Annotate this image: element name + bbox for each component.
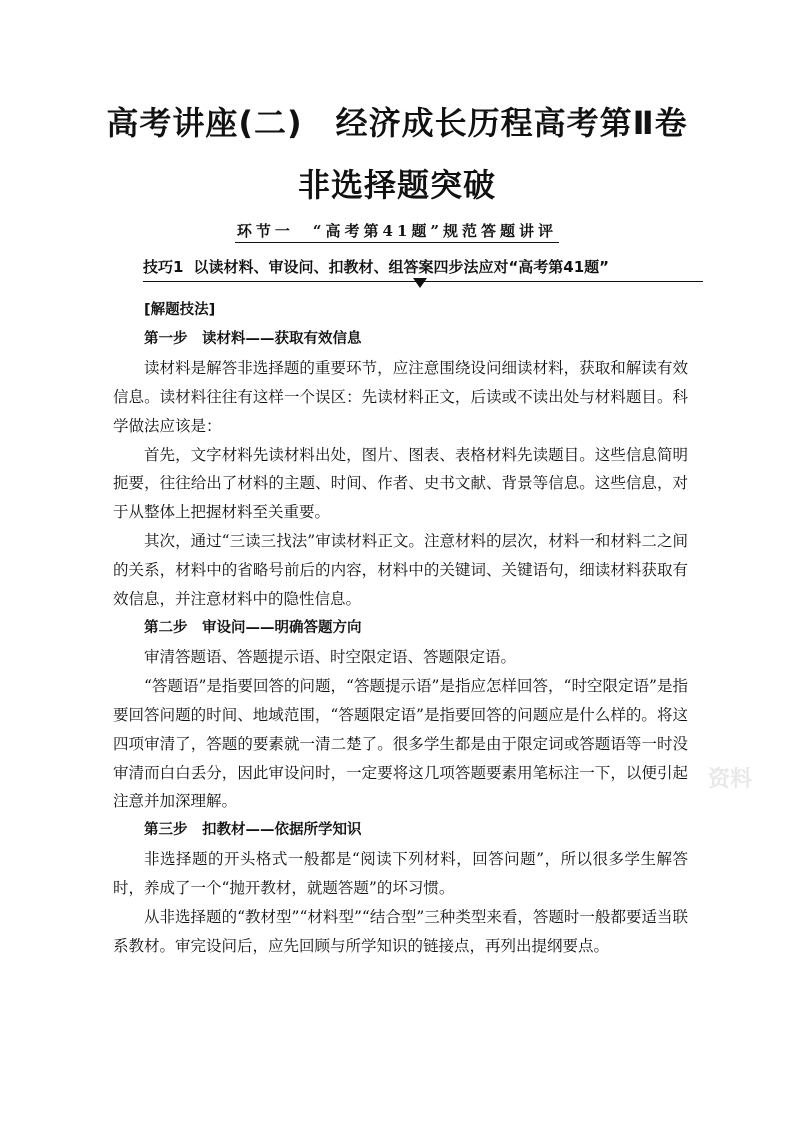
- skill-text: 以读材料、审设问、扣教材、组答案四步法应对“高考第41题”: [193, 258, 610, 276]
- section-heading-text: 环节一 “高考第41题”规范答题讲评: [235, 222, 559, 243]
- page-subtitle: 非选择题突破: [297, 166, 496, 204]
- step1-paragraph-1: 读材料是解答非选择题的重要环节，应注意围绕设问细读材料，获取和解读有效信息。读材料往往有这样一个误区：先读材料正文，后读或不读出处与材料题目。科学做法应该是：: [113, 358, 688, 435]
- step2-heading: 第二步 审设问——明确答题方向: [144, 619, 362, 636]
- step3-paragraph-2: 从非选择题的“教材型”“材料型”“结合型”三种类型来看，答题时一般都要适当联系教材。审完设问后，应先回顾与所学知识的链接点，再列出提纲要点。: [113, 908, 688, 955]
- page-title: 高考讲座(二) 经济成长历程高考第Ⅱ卷: [106, 104, 688, 142]
- step1-paragraph-3: 其次，通过“三读三找法”审读材料正文。注意材料的层次，材料一和材料二之间的关系，材料中的省略号前后的内容，材料中的关键词、关键语句，细读材料获取有效信息，并注意材料中的隐性信息。: [113, 532, 688, 609]
- main-content: [113, 296, 688, 961]
- watermark: 资料: [708, 767, 753, 792]
- step1-heading: 第一步 读材料——获取有效信息: [144, 330, 362, 347]
- method-label: [解题技法]: [144, 302, 216, 318]
- triangle-marker-icon: [413, 278, 427, 288]
- step3-heading: 第三步 扣教材——依据所学知识: [144, 822, 362, 839]
- step3-paragraph-1: 非选择题的开头格式一般都是“阅读下列材料，回答问题”，所以很多学生解答时，养成了一个“抛开教材，就题答题”的坏习惯。: [113, 850, 688, 898]
- skill-label: 技巧1: [143, 258, 184, 276]
- section-heading: [0, 220, 794, 241]
- step2-paragraph-2: “答题语”是指要回答的问题，“答题提示语”是指应怎样回答，“时空限定语”是指要回答问题的时间、地域范围，“答题限定语”是指要回答的问题应是什么样的。将这四项审清了，答题的要素就一清二楚了。很多学生都是由于限定词或答题语等一时没审清而白白丢分，因此审设问时，一定要将这几项答题要素用笔标注一下，以便引起注意并加深理解。: [113, 676, 688, 811]
- step2-paragraph-1: 审清答题语、答题提示语、时空限定语、答题限定语。: [144, 647, 517, 666]
- step1-paragraph-2: 首先，文字材料先读材料出处，图片、图表、表格材料先读题目。这些信息简明扼要，往往给出了材料的主题、时间、作者、史书文献、背景等信息。这些信息，对于从整体上把握材料至关重要。: [113, 445, 688, 522]
